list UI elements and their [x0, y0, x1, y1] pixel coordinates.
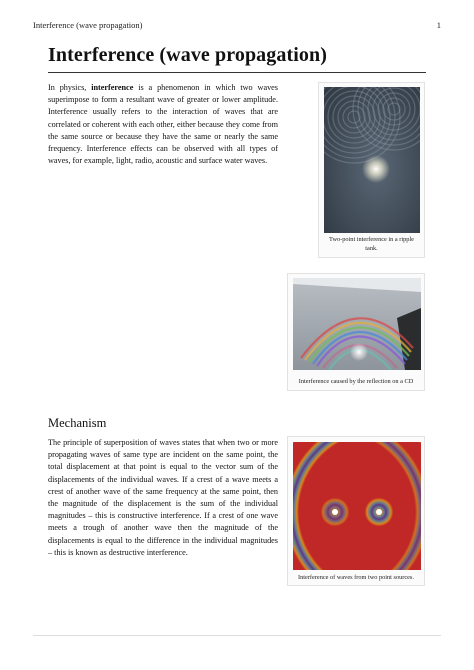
footer-divider	[33, 635, 441, 636]
page-title: Interference (wave propagation)	[48, 44, 327, 66]
figure-two-source	[287, 436, 425, 586]
figure-cd-reflection	[287, 273, 425, 391]
figure-caption: Two-point interference in a ripple tank.	[329, 236, 414, 252]
figure-caption: Interference of waves from two point sources.	[298, 574, 414, 581]
mechanism-heading: Mechanism	[48, 416, 107, 430]
cd-reflection-photo	[293, 278, 421, 370]
mechanism-paragraph: The principle of superposition of waves states that when two or more propagating waves of same type are incident on the same point, the total displacement at that point is equal to the vector sum of the displacements of the individual waves. If a crest of a wave meets a crest of another wave of the same frequency at the same point, then the magnitude of the displacement is the sum of the individual magnitudes – this is constructive interference. If a crest of one wave meets a trough of another wave then the magnitude of the displacements is equal to the difference in the individual magnitudes – this is known as destructive interference.	[48, 438, 278, 557]
ripple-tank-photo	[324, 87, 420, 233]
intro-term: interference	[91, 83, 134, 92]
intro-paragraph	[48, 82, 278, 167]
two-source-interference-image	[293, 442, 421, 570]
intro-prefix: In physics,	[48, 83, 92, 92]
title-divider	[48, 72, 426, 73]
running-header	[33, 20, 441, 30]
page-number: 1	[436, 20, 441, 30]
figure-ripple-tank	[318, 82, 425, 258]
intro-rest: is a phenomenon in which two waves superimpose to form a resultant wave of greater or lower amplitude. Interference usually refers to the interaction of waves that are correlated or coherent with each other, either because they come from the same source or because they have the same or nearly the same frequency. Interference effects can be observed with all types of waves, for example, light, radio, acoustic and surface water waves.	[48, 83, 278, 166]
running-title: Interference (wave propagation)	[33, 20, 143, 30]
figure-caption: Interference caused by the reflection on a CD	[298, 378, 414, 385]
